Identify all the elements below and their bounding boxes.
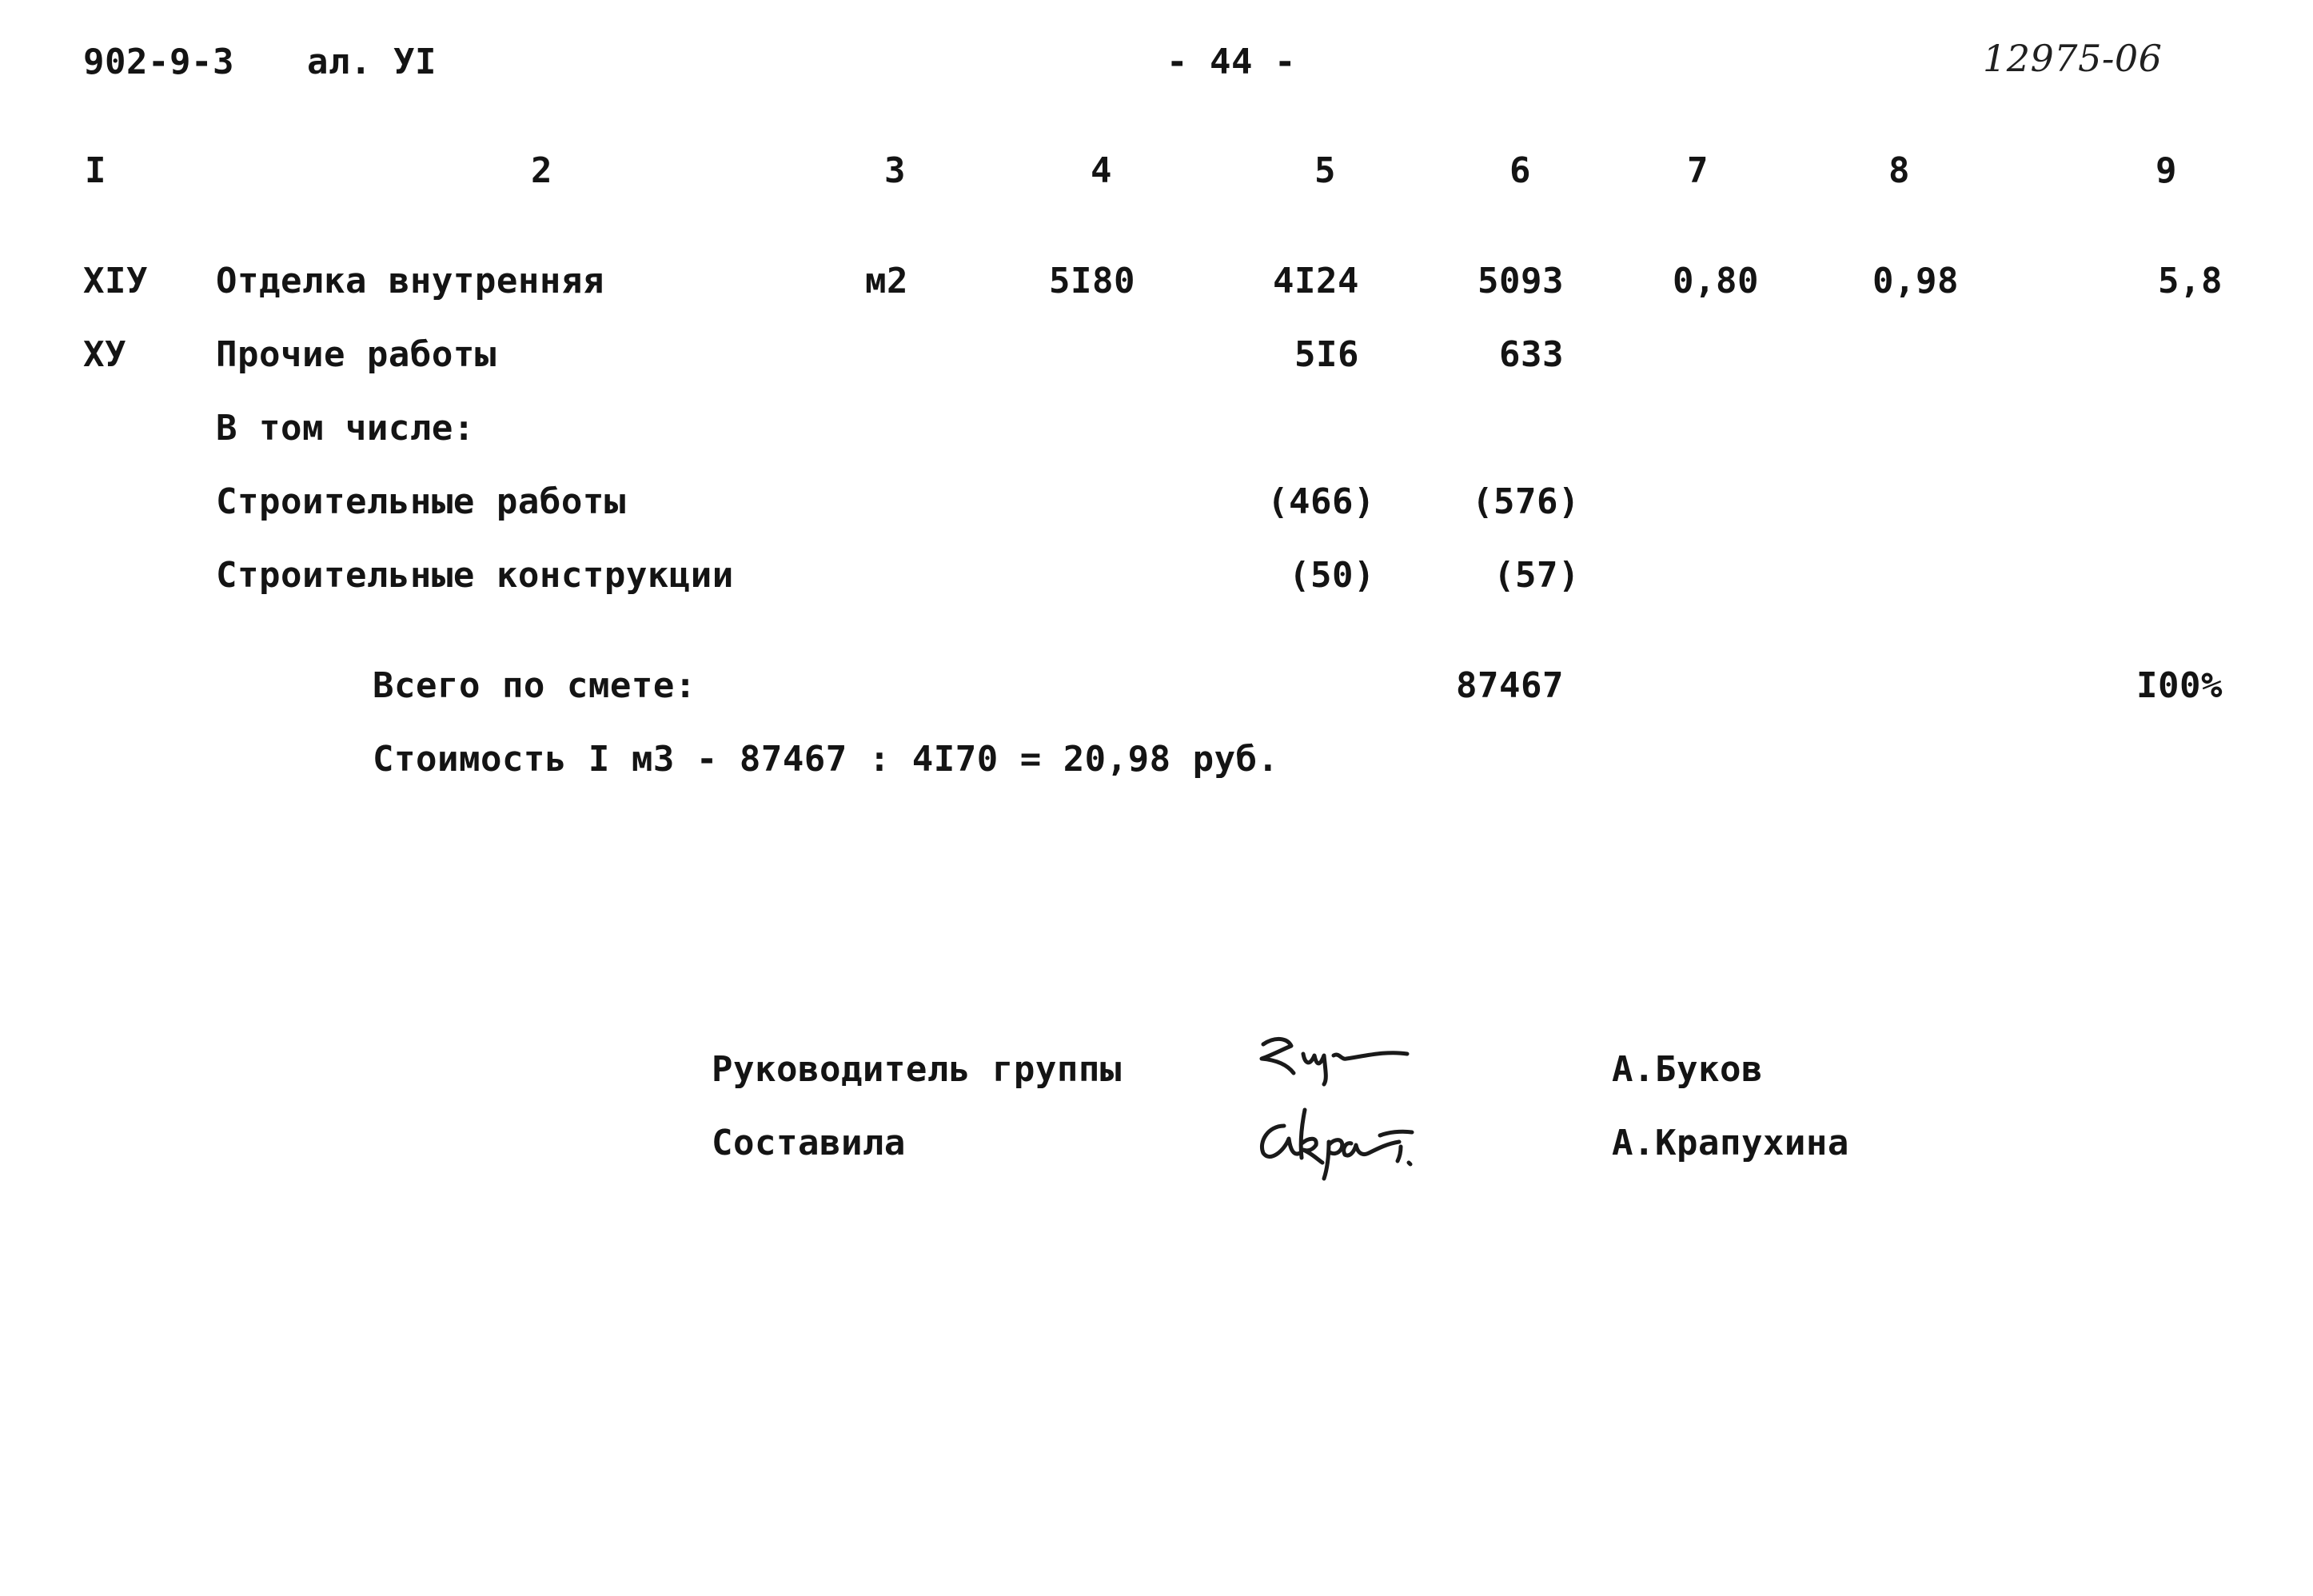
signature-name-head: А.Буков: [1612, 1049, 1763, 1090]
row-col6: 633: [1499, 334, 1564, 375]
column-header-8: 8: [1888, 150, 1910, 191]
row-col5: (50): [1289, 555, 1375, 596]
row-col7: 0,80: [1673, 261, 1759, 301]
total-percent: I00%: [2136, 665, 2223, 706]
total-label: Всего по смете:: [373, 665, 696, 706]
inventory-number: 12975-06: [1983, 37, 2163, 80]
page-number: - 44 -: [1166, 42, 1296, 82]
row-col6: (57): [1493, 555, 1580, 596]
row-name: Отделка внутренняя: [216, 261, 604, 301]
row-col5: 4I24: [1273, 261, 1359, 301]
row-col5: 5I6: [1294, 334, 1359, 375]
row-number: XIУ: [83, 261, 148, 301]
row-name: Строительные конструкции: [216, 555, 734, 596]
column-header-6: 6: [1509, 150, 1531, 191]
column-header-5: 5: [1314, 150, 1336, 191]
row-col4: 5I80: [1049, 261, 1135, 301]
signature-name-compiler: А.Крапухина: [1612, 1123, 1849, 1163]
row-number: XУ: [83, 334, 126, 375]
unit-cost-line: Стоимость I м3 - 87467 : 4I70 = 20,98 руб.: [373, 739, 1279, 780]
row-name: Прочие работы: [216, 334, 496, 375]
column-header-9: 9: [2155, 150, 2177, 191]
column-header-4: 4: [1091, 150, 1112, 191]
row-col9: 5,8: [2158, 261, 2223, 301]
row-col6: 5093: [1478, 261, 1564, 301]
signature-mark-head: [1247, 1031, 1423, 1087]
row-unit: м2: [865, 261, 908, 301]
column-header-2: 2: [531, 150, 552, 191]
row-col5: (466): [1267, 481, 1375, 522]
sheet-label: ал. УI: [307, 42, 437, 82]
row-col6: (576): [1472, 481, 1580, 522]
signature-role-compiler: Составила: [712, 1123, 906, 1163]
signature-mark-compiler: [1252, 1102, 1476, 1182]
row-col8: 0,98: [1872, 261, 1959, 301]
column-header-7: 7: [1687, 150, 1709, 191]
column-header-3: 3: [884, 150, 906, 191]
row-name: Строительные работы: [216, 481, 626, 522]
row-name: В том числе:: [216, 408, 475, 449]
document-code: 902-9-3: [83, 42, 234, 82]
total-value: 87467: [1456, 665, 1564, 706]
signature-role-head: Руководитель группы: [712, 1049, 1122, 1090]
column-header-1: I: [85, 150, 106, 191]
